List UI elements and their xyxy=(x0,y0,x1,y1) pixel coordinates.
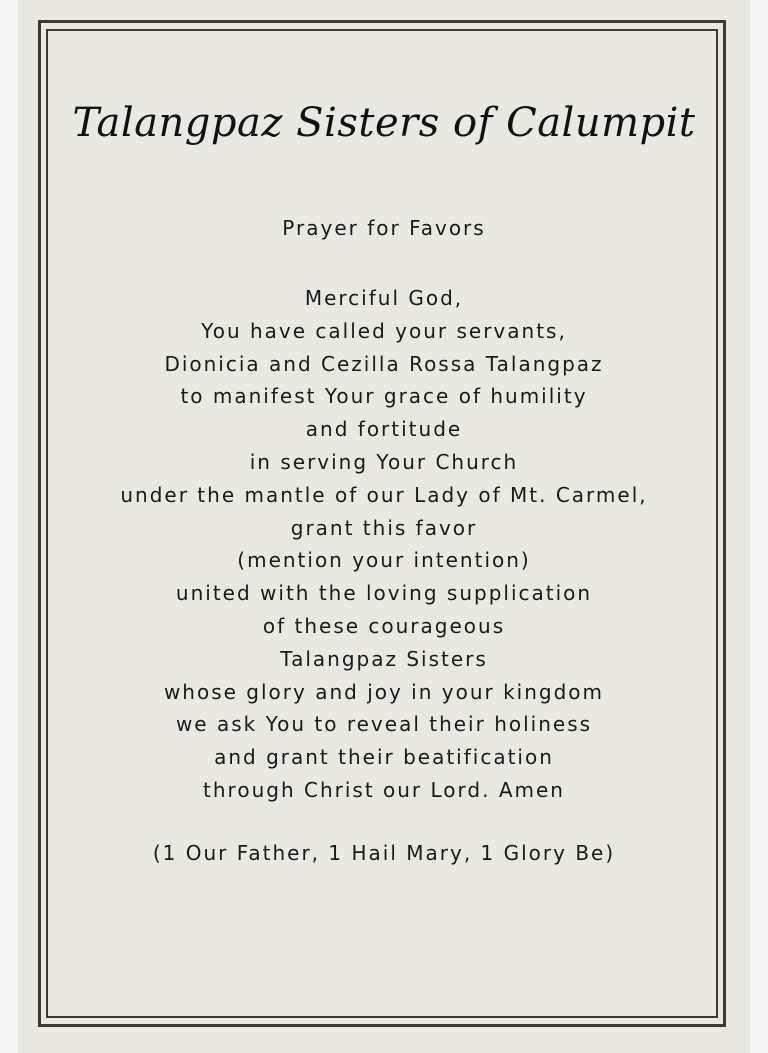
prayer-line: and grant their beatification xyxy=(214,745,554,770)
prayer-line: Merciful God, xyxy=(304,286,464,310)
prayer-line: under the mantle of our Lady of Mt. Carmel, xyxy=(120,482,648,507)
prayer-line: Dionicia and Cezilla Rossa Talangpaz xyxy=(164,351,604,376)
prayer-line: whose glory and joy in your kingdom xyxy=(163,679,605,704)
prayer-line: united with the loving supplication xyxy=(175,581,593,606)
prayer-line: grant this favor xyxy=(290,515,478,540)
prayer-line: of these courageous xyxy=(262,613,506,638)
prayer-text xyxy=(0,282,768,807)
prayer-heading: Prayer for Favors xyxy=(282,216,486,240)
prayer-line: we ask You to reveal their holiness xyxy=(175,712,593,737)
prayer-line: (mention your intention) xyxy=(237,548,531,573)
prayer-line: in serving Your Church xyxy=(249,449,519,474)
prayer-line: You have called your servants, xyxy=(201,318,567,343)
card-title: Talangpaz Sisters of Calumpit xyxy=(72,100,696,146)
prayer-line: and fortitude xyxy=(305,417,463,442)
prayer-line: Talangpaz Sisters xyxy=(280,646,488,671)
prayer-line: to manifest Your grace of humility xyxy=(180,384,588,409)
closing-instruction: (1 Our Father, 1 Hail Mary, 1 Glory Be) xyxy=(152,841,616,865)
prayer-line: through Christ our Lord. Amen xyxy=(203,777,565,802)
